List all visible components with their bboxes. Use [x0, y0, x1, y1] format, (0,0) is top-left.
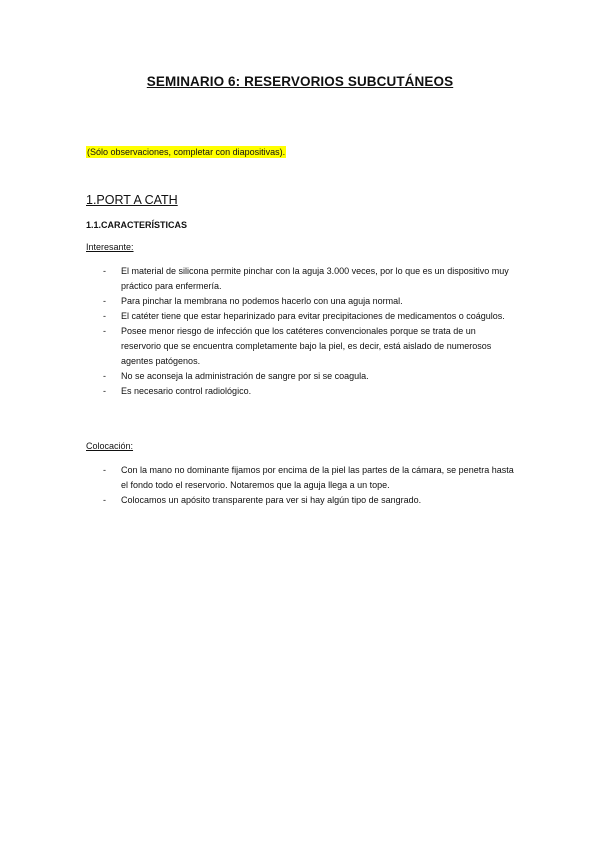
list-item-text: El material de silicona permite pinchar con la aguja 3.000 veces, por lo que es un dispositivo muy práctico para enfermería. — [121, 266, 509, 291]
list-item-text: Posee menor riesgo de infección que los catéteres convencionales porque se trata de un reservorio que se encuentra completamente bajo la piel, es decir, está aislado de numerosos agentes patógenos. — [121, 326, 492, 366]
list-item — [0, 264, 600, 294]
colocacion-list — [0, 463, 600, 508]
highlighted-note: (Sólo observaciones, completar con diapositivas). — [87, 147, 286, 157]
list-item — [0, 294, 600, 309]
section-heading: 1.PORT A CATH — [86, 193, 178, 207]
bullet-dash: - — [103, 266, 106, 276]
bullet-dash: - — [103, 326, 106, 336]
bullet-dash: - — [103, 465, 106, 475]
bullet-dash: - — [103, 296, 106, 306]
list-item-text: El catéter tiene que estar heparinizado para evitar precipitaciones de medicamentos o coágulos. — [121, 311, 505, 321]
list-item-text: Es necesario control radiológico. — [121, 386, 252, 396]
list-item-text: Con la mano no dominante fijamos por encima de la piel las partes de la cámara, se penetra hasta el fondo todo el reservorio. Notaremos que la aguja llega a un tope. — [121, 465, 514, 490]
interesante-label: Interesante: — [86, 242, 134, 252]
list-item-text: Para pinchar la membrana no podemos hacerlo con una aguja normal. — [121, 296, 403, 306]
bullet-dash: - — [103, 495, 106, 505]
bullet-dash: - — [103, 371, 106, 381]
list-item-text: No se aconseja la administración de sangre por si se coagula. — [121, 371, 369, 381]
interesante-list — [0, 264, 600, 399]
subsection-heading: 1.1.CARACTERÍSTICAS — [86, 220, 188, 230]
bullet-dash: - — [103, 311, 106, 321]
bullet-dash: - — [103, 386, 106, 396]
list-item — [0, 324, 600, 369]
page-title: SEMINARIO 6: RESERVORIOS SUBCUTÁNEOS — [146, 74, 454, 89]
list-item-text: Colocamos un apósito transparente para ver si hay algún tipo de sangrado. — [121, 495, 422, 505]
list-item — [0, 309, 600, 324]
list-item — [0, 493, 600, 508]
colocacion-label: Colocación: — [86, 441, 134, 451]
list-item — [0, 369, 600, 384]
list-item — [0, 384, 600, 399]
list-item — [0, 463, 600, 493]
